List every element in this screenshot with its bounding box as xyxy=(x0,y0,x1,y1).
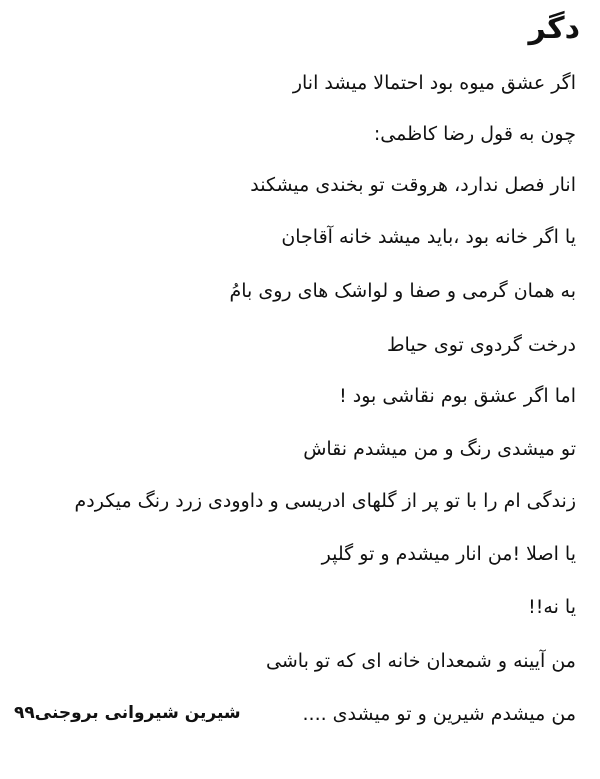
poem-line-12: من آیینه و شمعدان خانه ای که تو باشی xyxy=(266,650,576,672)
poem-line-1: اگر عشق میوه بود احتمالا میشد انار xyxy=(292,72,576,94)
poem-line-7: اما اگر عشق بوم نقاشی بود ! xyxy=(339,385,576,407)
poem-line-11: یا نه!! xyxy=(528,596,576,618)
poem-line-6: درخت گردوی توی حیاط xyxy=(386,334,576,356)
poem-line-9: زندگی ام را با تو پر از گلهای ادریسی و داوودی زرد رنگ میکردم xyxy=(74,490,576,512)
poem-title: دگر xyxy=(528,11,580,46)
poem-line-5: به همان گرمی و صفا و لواشک های روی بامُ xyxy=(229,280,576,302)
poem-line-4: یا اگر خانه بود ،باید میشد خانه آقاجان xyxy=(281,226,576,248)
poem-line-10: یا اصلا !من انار میشدم و تو گلپر xyxy=(321,543,576,565)
poem-line-2: چون به قول رضا کاظمی: xyxy=(373,123,576,145)
poem-line-13: من میشدم شیرین و تو میشدی .... xyxy=(302,703,576,725)
poem-line-8: تو میشدی رنگ و من میشدم نقاش xyxy=(303,438,576,460)
poet-signature: شیرین شیروانی بروجنی۹۹ xyxy=(14,703,241,723)
poem-line-3: انار فصل ندارد، هروقت تو بخندی میشکند xyxy=(250,174,576,196)
